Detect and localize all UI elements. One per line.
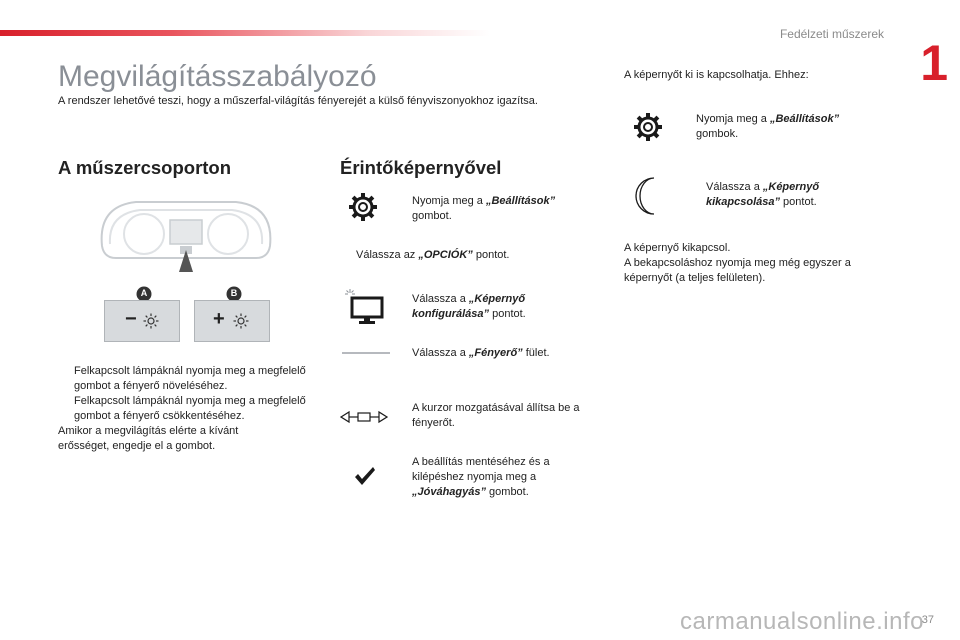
brightness-tab-label: „Fényerő” (468, 347, 523, 359)
screen-off-reactivate: A bekapcsoláshoz nyomja meg még egyszer a képernyőt (a teljes felületen). (624, 257, 851, 284)
screen-off-step-1: Nyomja meg a „Beállítások” gombok. (680, 112, 880, 142)
crescent-moon-icon (632, 176, 662, 216)
cluster-note-line: erősséget, engedje el a gombot. (58, 440, 216, 452)
bullet-icon (396, 455, 412, 500)
label-b: B (230, 288, 238, 298)
screen-config-label: „Képernyő konfigurálása” (412, 293, 526, 320)
bullet-icon (680, 112, 696, 142)
sun-dim-icon (143, 313, 159, 329)
bullet-icon (396, 346, 412, 361)
screen-off-intro: A képernyőt ki is kapcsolhatja. Ehhez: (624, 69, 809, 81)
label-a: A (140, 288, 148, 298)
screen-off-label: „Képernyő kikapcsolása” (706, 181, 820, 208)
bullet-icon (396, 401, 412, 431)
minus-sign: − (125, 308, 137, 330)
cluster-instructions (58, 364, 313, 454)
bullet-icon (396, 292, 412, 322)
heading-touchscreen: Érintőképernyővel (340, 157, 502, 178)
list-item (58, 394, 313, 424)
touch-step-2: Válassza az „OPCIÓK” pontot. (340, 248, 600, 263)
section-header: Fedélzeti műszerek (779, 27, 884, 41)
bright-button[interactable] (194, 300, 270, 342)
touch-step-4: Válassza a „Fényerő” fület. (396, 346, 596, 361)
settings-label: „Beállítások” (485, 195, 556, 207)
touch-step-1: Nyomja meg a „Beállítások” gombot. (396, 194, 596, 224)
screen-off-after (624, 241, 886, 286)
monitor-brightness-icon (344, 288, 384, 326)
heading-instrument-cluster: A műszercsoporton (58, 157, 232, 178)
header-red-bar (0, 30, 490, 36)
bullet-icon (340, 248, 356, 263)
bullet-icon (58, 364, 74, 394)
gear-icon (348, 192, 378, 222)
checkmark-icon (354, 466, 376, 486)
tab-line-icon (342, 350, 390, 356)
plus-sign: + (213, 308, 225, 330)
touch-step-3: Válassza a „Képernyő konfigurálása” pontot. (396, 292, 596, 322)
list-item-text: Felkapcsolt lámpáknál nyomja meg a megfelelő gombot a fényerő csökkentéséhez. (74, 395, 306, 422)
screen-off-result: A képernyő kikapcsol. (624, 242, 731, 254)
gear-icon (633, 112, 663, 142)
settings-label: „Beállítások” (769, 113, 840, 125)
bullet-icon (58, 394, 74, 424)
page-number: 37 (921, 614, 934, 626)
bullet-icon (690, 180, 706, 210)
confirm-label: „Jóváhagyás” (412, 486, 486, 498)
watermark: carmanualsonline.info (680, 608, 924, 635)
chapter-number: 1 (920, 35, 948, 91)
list-item-text: Felkapcsolt lámpáknál nyomja meg a megfelelő gombot a fényerő növeléséhez. (74, 365, 306, 392)
page-intro: A rendszer lehetővé teszi, hogy a műszerfal-világítás fényerejét a külső fényviszonyokhoz igazítsa. (58, 95, 538, 107)
touch-step-5: A kurzor mozgatásával állítsa be a fényerőt. (396, 401, 602, 431)
list-item (58, 364, 313, 394)
sun-bright-icon (233, 313, 249, 329)
options-label: „OPCIÓK” (418, 249, 473, 261)
screen-off-step-2: Válassza a „Képernyő kikapcsolása” pontot. (690, 180, 880, 210)
page-title: Megvilágításszabályozó (58, 60, 377, 93)
touch-step-6: A beállítás mentéséhez és a kilépéshez nyomja meg a „Jóváhagyás” gombot. (396, 455, 586, 500)
instrument-cluster-illustration (96, 196, 276, 278)
slider-arrows-icon (340, 410, 388, 424)
dim-button[interactable] (104, 300, 180, 342)
cluster-note-line: Amikor a megvilágítás elérte a kívánt (58, 425, 239, 437)
bullet-icon (396, 194, 412, 224)
